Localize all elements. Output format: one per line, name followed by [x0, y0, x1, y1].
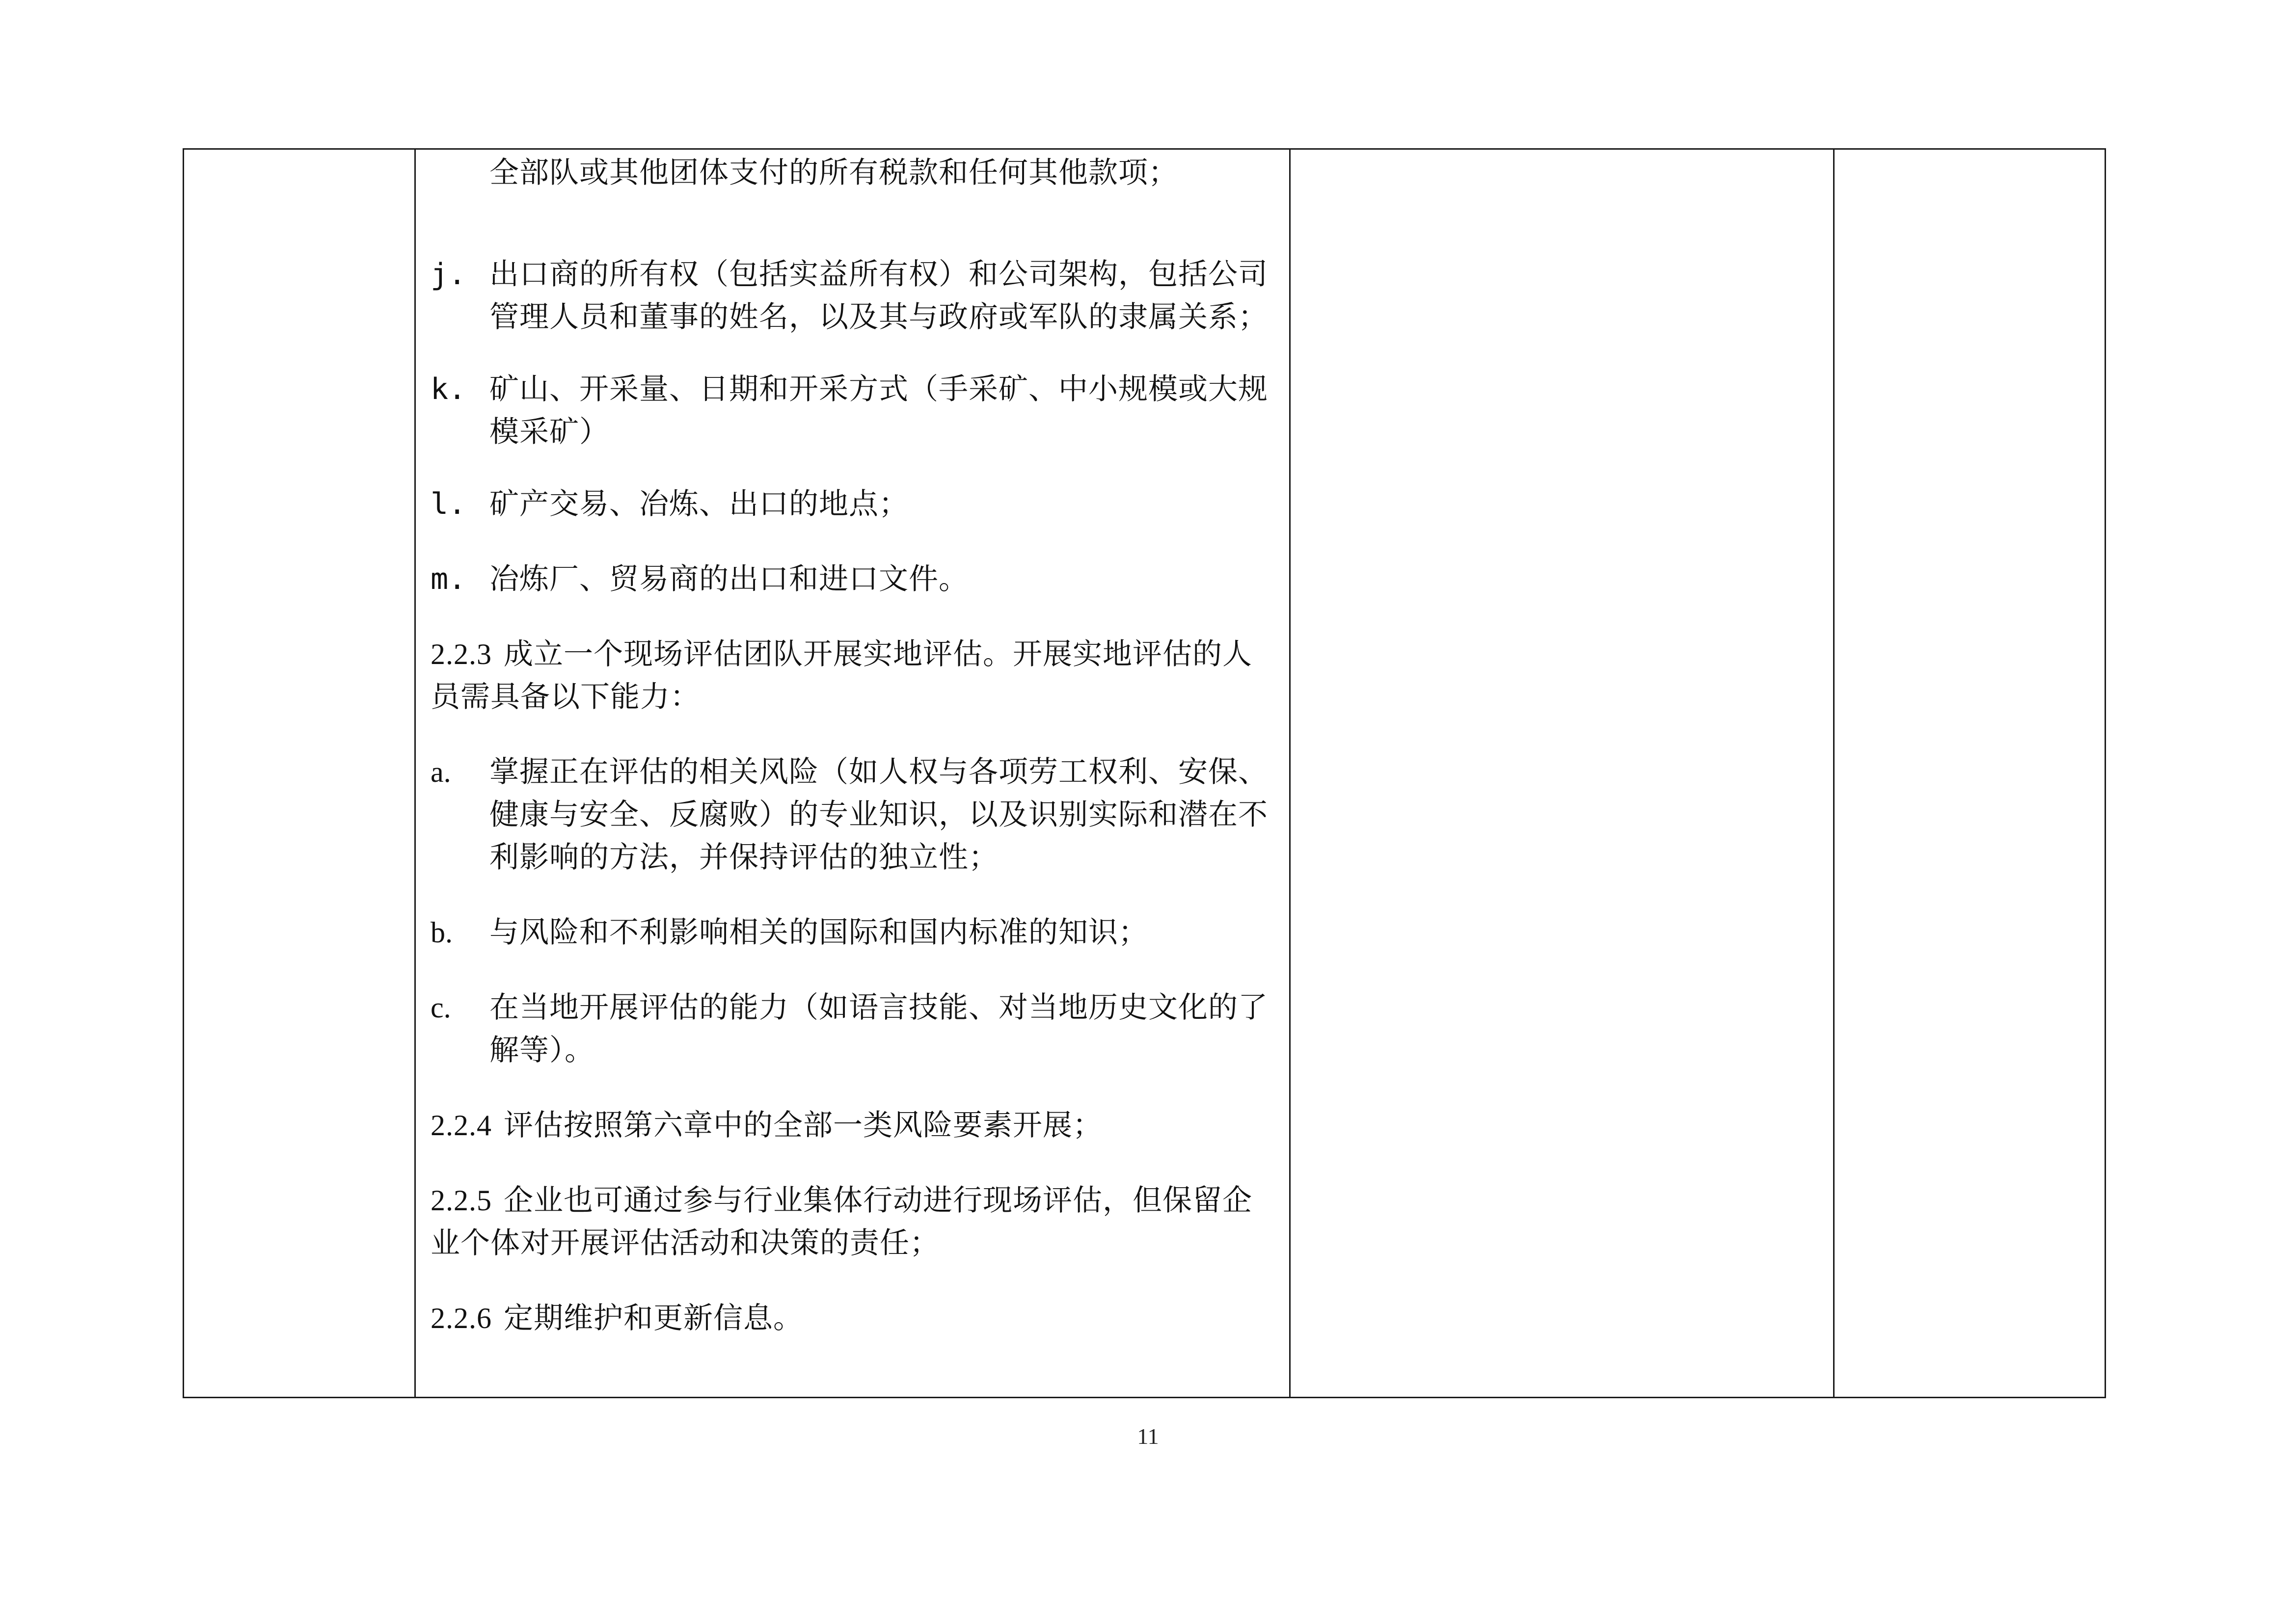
section-2-2-4	[431, 1104, 1276, 1147]
section-2-2-6	[431, 1297, 1276, 1340]
list-marker: j.	[431, 257, 466, 292]
section-text: 成立一个现场评估团队开展实地评估。开展实地评估的人员需具备以下能力：	[431, 637, 1252, 714]
list-item-text: 掌握正在评估的相关风险（如人权与各项劳工权利、安保、健康与安全、反腐败）的专业知识，以及识别实际和潜在不利影响的方法，并保持评估的独立性；	[489, 755, 1268, 875]
list-item	[431, 911, 1276, 954]
list-marker: m.	[431, 562, 466, 596]
table-column-4	[1835, 150, 2105, 1397]
table-column-3	[1291, 150, 1835, 1397]
section-text: 定期维护和更新信息。	[504, 1301, 803, 1335]
section-2-2-3	[431, 633, 1276, 718]
list-item	[431, 751, 1276, 879]
list-item	[431, 368, 1276, 453]
section-text: 评估按照第六章中的全部一类风险要素开展；	[504, 1108, 1103, 1143]
list-item-text: 出口商的所有权（包括实益所有权）和公司架构，包括公司管理人员和董事的姓名，以及其与政府或军队的隶属关系；	[489, 257, 1268, 334]
section-number: 2.2.6	[431, 1302, 492, 1334]
list-marker: l.	[431, 487, 466, 521]
section-number: 2.2.5	[431, 1184, 492, 1217]
list-item-text: 冶炼厂、贸易商的出口和进口文件。	[489, 562, 969, 596]
list-item	[431, 253, 1276, 339]
section-text: 企业也可通过参与行业集体行动进行现场评估，但保留企业个体对开展评估活动和决策的责任；	[431, 1183, 1252, 1260]
list-item-text: 与风险和不利影响相关的国际和国内标准的知识；	[489, 915, 1148, 950]
list-marker: b.	[431, 916, 453, 949]
content-table	[183, 148, 2106, 1398]
list-item-text: 在当地开展评估的能力（如语言技能、对当地历史文化的了解等）。	[489, 990, 1268, 1067]
list-item	[431, 558, 1276, 601]
section-number: 2.2.4	[431, 1109, 492, 1142]
continuation-text: 全部队或其他团体支付的所有税款和任何其他款项；	[489, 156, 1178, 190]
section-number: 2.2.3	[431, 638, 492, 670]
list-marker: c.	[431, 991, 451, 1024]
table-column-1	[184, 150, 416, 1397]
list-item-text: 矿山、开采量、日期和开采方式（手采矿、中小规模或大规模采矿）	[489, 372, 1268, 449]
section-2-2-5	[431, 1179, 1276, 1265]
table-column-2	[416, 150, 1291, 1397]
list-marker: a.	[431, 756, 451, 788]
list-item-text: 矿产交易、冶炼、出口的地点；	[489, 487, 909, 521]
list-item	[431, 986, 1276, 1072]
list-item	[431, 483, 1276, 526]
page-number: 11	[1137, 1424, 1159, 1449]
list-marker: k.	[431, 372, 466, 406]
